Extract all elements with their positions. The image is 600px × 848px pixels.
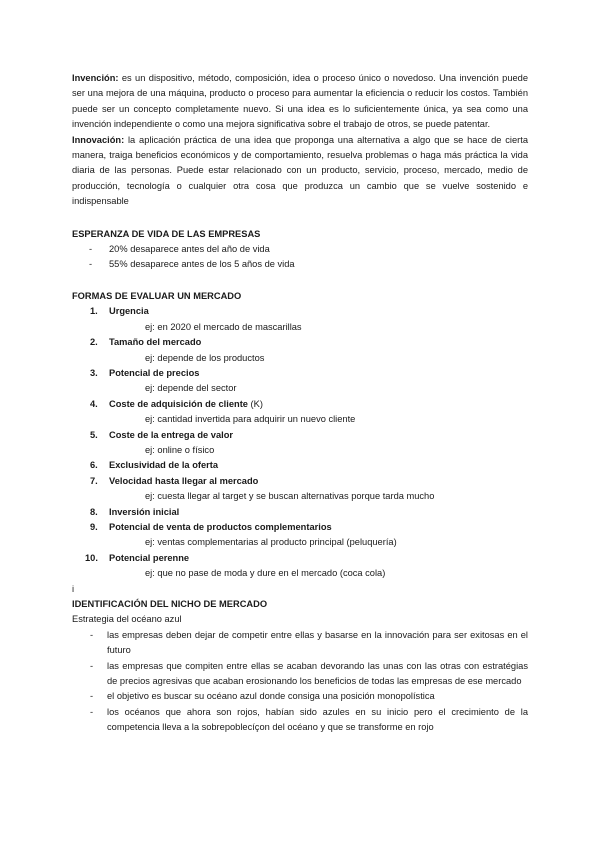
example-text: ej: depende de los productos bbox=[145, 352, 265, 363]
invencion-term: Invención: bbox=[72, 73, 119, 83]
list-item: 1. Urgencia ej: en 2020 el mercado de mascarillas bbox=[72, 304, 528, 335]
nicho-list bbox=[72, 628, 528, 736]
list-item: 7. Velocidad hasta llegar al mercado ej: cuesta llegar al target y se buscan alternativas porque tarda mucho bbox=[72, 474, 528, 505]
list-item: - las empresas deben dejar de competir entre ellas y basarse en la innovación para ser exitosas en el futuro bbox=[90, 629, 528, 656]
list-item: - los océanos que ahora son rojos, habían sido azules en su inicio pero el crecimiento de la competencia lleva a la sobrepoblecíçon del océano y que se transforme en rojo bbox=[90, 706, 528, 733]
list-item: 8. Inversión inicial bbox=[90, 506, 180, 517]
innovacion-term: Innovación: bbox=[72, 134, 125, 145]
example-text: ej: en 2020 el mercado de mascarillas bbox=[145, 321, 302, 332]
invencion-paragraph bbox=[72, 71, 528, 133]
list-item: 2. Tamaño del mercado ej: depende de los productos bbox=[72, 335, 528, 366]
example-text: ej: depende del sector bbox=[145, 383, 237, 394]
invencion-definition: es un dispositivo, método, composición, idea o proceso único o novedoso. Una invención puede ser una mejora de una máquina, producto o proceso para aumentar la eficiencia o reducir los costos. También puede ser un concepto completamente nuevo. Si una idea es lo suficientemente única, ya sea como una invención independiente o como una mejora significativa sobre el trabajo de otros, se puede patentar. bbox=[72, 73, 528, 130]
formas-list bbox=[72, 304, 528, 581]
dash-marker: - bbox=[90, 660, 94, 671]
innovacion-definition: la aplicación práctica de una idea que proponga una alternativa a algo que se hace de cierta manera, traiga beneficios económicos y de comportamiento, resuelva problemas o haga más práctica la vida diaria de las personas. Puede estar relacionado con un producto, servicio, proceso, mercado, medio de producción, tecnología o cualquier otra cosa que produzca un cambio que se vuelve sostenido e indispensable bbox=[72, 134, 528, 207]
example-text: ej: ventas complementarias al producto principal (peluquería) bbox=[145, 537, 397, 548]
dash-marker: - bbox=[90, 691, 94, 702]
innovacion-paragraph bbox=[72, 133, 528, 210]
list-item: 10. Potencial perenne ej: que no pase de moda y dure en el mercado (coca cola) bbox=[72, 551, 528, 582]
list-item: 3. Potencial de precios ej: depende del sector bbox=[72, 366, 528, 397]
dash-marker: - bbox=[90, 629, 94, 640]
list-item: 6. Exclusividad de la oferta bbox=[90, 460, 219, 471]
list-item: 9. Potencial de venta de productos complementarios ej: ventas complementarias al producto principal (peluquería) bbox=[72, 520, 528, 551]
stray-character: i bbox=[72, 583, 75, 594]
example-text: ej: cuesta llegar al target y se buscan alternativas porque tarda mucho bbox=[145, 491, 435, 502]
document-body bbox=[72, 71, 528, 736]
nicho-heading: IDENTIFICACIÓN DEL NICHO DE MERCADO bbox=[72, 599, 268, 609]
dash-marker: - bbox=[89, 259, 93, 270]
esperanza-list bbox=[72, 242, 528, 273]
list-item: - 20% desaparece antes del año de vida bbox=[72, 242, 528, 257]
example-text: ej: que no pase de moda y dure en el mercado (coca cola) bbox=[145, 568, 386, 579]
esperanza-heading: ESPERANZA DE VIDA DE LAS EMPRESAS bbox=[72, 228, 261, 239]
list-item: 4. Coste de adquisición de cliente (K) ej: cantidad invertida para adquirir un nuevo cliente bbox=[72, 397, 528, 428]
list-item: 5. Coste de la entrega de valor ej: online o físico bbox=[72, 428, 528, 459]
example-text: ej: cantidad invertida para adquirir un nuevo cliente bbox=[145, 414, 356, 425]
list-item: - el objetivo es buscar su océano azul donde consiga una posición monopolística bbox=[72, 689, 528, 704]
nicho-subheading: Estrategia del océano azul bbox=[72, 614, 182, 625]
example-text: ej: online o físico bbox=[145, 444, 215, 455]
dash-marker: - bbox=[89, 244, 93, 255]
list-item: - las empresas que compiten entre ellas se acaban devorando las unas con las otras con estratégias de precios agresivas que acaban erosionando los beneficios de todas las empresas de ese mercado bbox=[90, 660, 528, 687]
list-item: - 55% desaparece antes de los 5 años de vida bbox=[72, 257, 528, 272]
formas-heading: FORMAS DE EVALUAR UN MERCADO bbox=[72, 290, 242, 301]
dash-marker: - bbox=[90, 706, 94, 717]
